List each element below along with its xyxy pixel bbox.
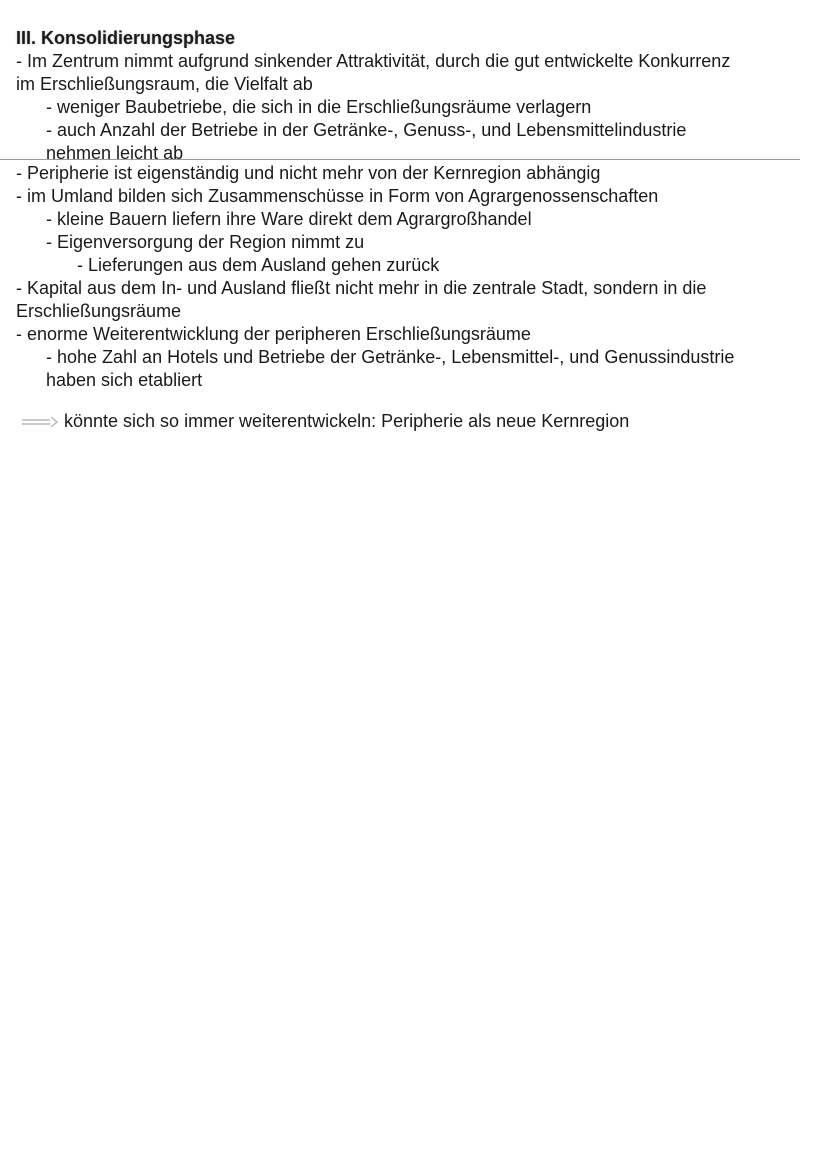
text-line: nehmen leicht ab xyxy=(46,143,184,163)
double-arrow-right-icon xyxy=(20,414,60,430)
text-line: im Erschließungsraum, die Vielfalt ab xyxy=(16,74,313,94)
text-line: - im Umland bilden sich Zusammenschüsse in Form von Agrargenossenschaften xyxy=(16,186,659,206)
text-line: - weniger Baubetriebe, die sich in die Erschließungsräume verlagern xyxy=(46,97,592,117)
text-line: - Lieferungen aus dem Ausland gehen zurück xyxy=(77,255,440,275)
text-line: - hohe Zahl an Hotels und Betriebe der Getränke-, Lebensmittel-, und Genussindustrie xyxy=(46,347,735,367)
text-line: - Im Zentrum nimmt aufgrund sinkender Attraktivität, durch die gut entwickelte Konkurrenz xyxy=(16,51,731,71)
text-line: - auch Anzahl der Betriebe in der Getränke-, Genuss-, und Lebensmittelindustrie xyxy=(46,120,687,140)
conclusion-row xyxy=(20,410,629,433)
text-line: - Eigenversorgung der Region nimmt zu xyxy=(46,232,365,252)
text-line: Erschließungsräume xyxy=(16,301,182,321)
divider-line xyxy=(0,159,800,160)
text-line: - Peripherie ist eigenständig und nicht mehr von der Kernregion abhängig xyxy=(16,163,601,183)
conclusion-text: könnte sich so immer weiterentwickeln: Peripherie als neue Kernregion xyxy=(64,411,630,431)
text-line: - Kapital aus dem In- und Ausland fließt nicht mehr in die zentrale Stadt, sondern in die xyxy=(16,278,707,298)
text-line: - kleine Bauern liefern ihre Ware direkt dem Agrargroßhandel xyxy=(46,209,532,229)
section-heading: III. Konsolidierungsphase xyxy=(16,28,236,48)
text-line: haben sich etabliert xyxy=(46,370,203,390)
text-line: - enorme Weiterentwicklung der peripheren Erschließungsräume xyxy=(16,324,531,344)
